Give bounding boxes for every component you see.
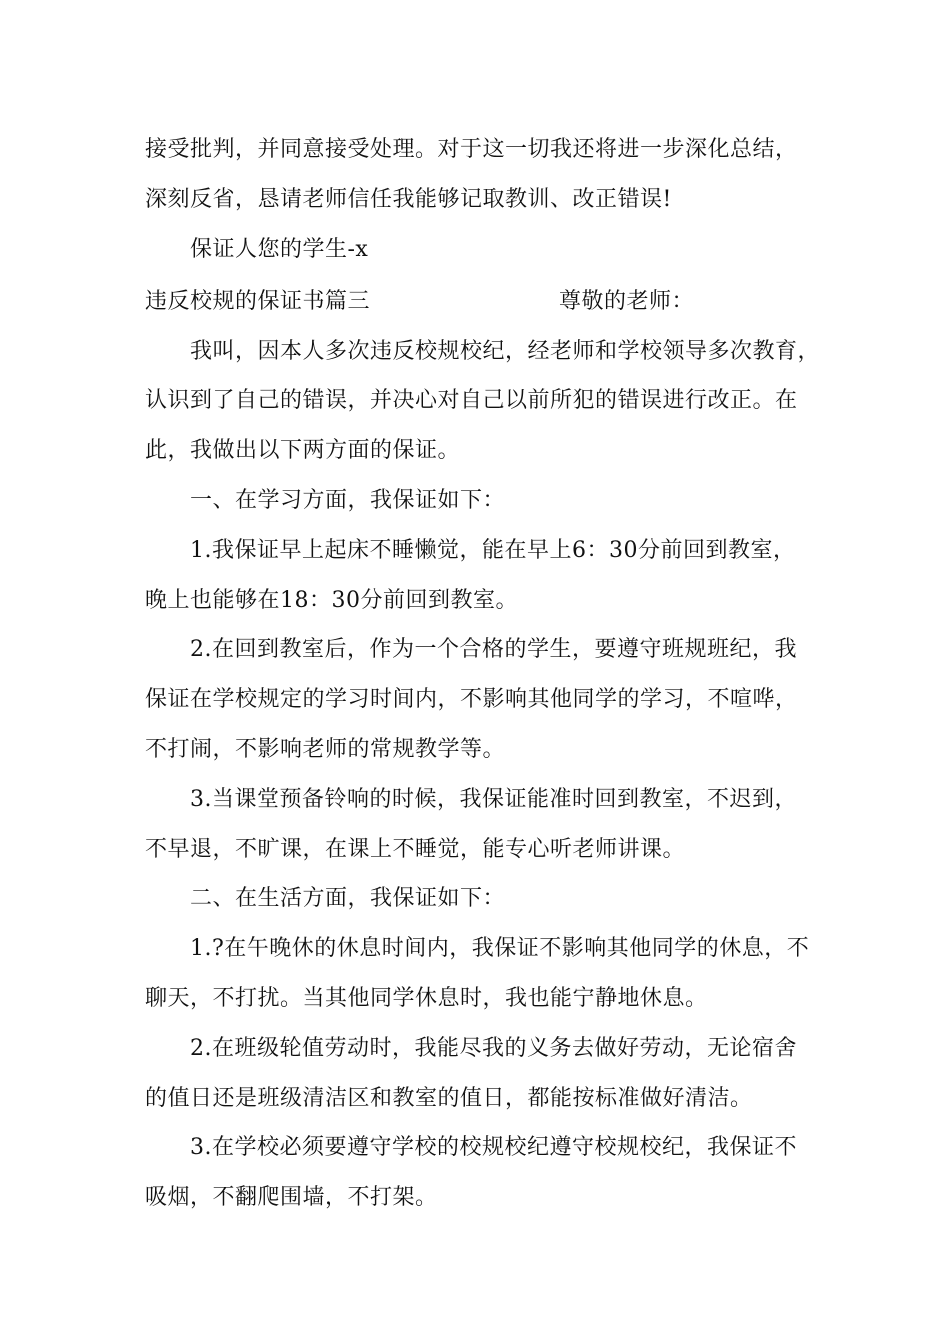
list-item-line: 2.在班级轮值劳动时，我能尽我的义务去做好劳动，无论宿舍 [190,1036,797,1061]
section-heading: 二、在生活方面，我保证如下： [190,886,506,911]
list-item-line: 不早退，不旷课，在课上不睡觉，能专心听老师讲课。 [145,837,686,862]
paragraph-line: 认识到了自己的错误，并决心对自己以前所犯的错误进行改正。在 [145,388,798,413]
paragraph-line: 深刻反省，恳请老师信任我能够记取教训、改正错误! [145,187,672,212]
list-item-line: 晚上也能够在18：30分前回到教室。 [145,588,518,613]
list-item-line: 3.在学校必须要遵守学校的校规校纪遵守校规校纪，我保证不 [190,1135,797,1160]
list-item-line: 的值日还是班级清洁区和教室的值日，都能按标准做好清洁。 [145,1086,753,1111]
list-item-line: 1.?在午晚休的休息时间内，我保证不影响其他同学的休息，不 [190,936,810,961]
section-title: 违反校规的保证书篇三 [145,289,371,314]
list-item-line: 聊天，不打扰。当其他同学休息时，我也能宁静地休息。 [145,986,708,1011]
paragraph-line: 我叫，因本人多次违反校规校纪，经老师和学校领导多次教育， [190,339,821,364]
list-item-line: 吸烟，不翻爬围墙，不打架。 [145,1185,438,1210]
list-item-line: 不打闹，不影响老师的常规教学等。 [145,737,506,762]
list-item-line: 2.在回到教室后，作为一个合格的学生，要遵守班规班纪，我 [190,637,797,662]
section-heading-row [145,287,825,317]
signature-line: 保证人您的学生-x [190,237,369,262]
list-item-line: 3.当课堂预备铃响的时候，我保证能准时回到教室，不迟到， [190,787,797,812]
paragraph-line: 此，我做出以下两方面的保证。 [145,438,461,463]
section-heading: 一、在学习方面，我保证如下： [190,488,506,513]
paragraph-line: 接受批判，并同意接受处理。对于这一切我还将进一步深化总结， [145,137,798,162]
salutation: 尊敬的老师： [559,289,695,314]
list-item-line: 保证在学校规定的学习时间内，不影响其他同学的学习，不喧哗， [145,687,798,712]
list-item-line: 1.我保证早上起床不睡懒觉，能在早上6：30分前回到教室， [190,538,796,563]
